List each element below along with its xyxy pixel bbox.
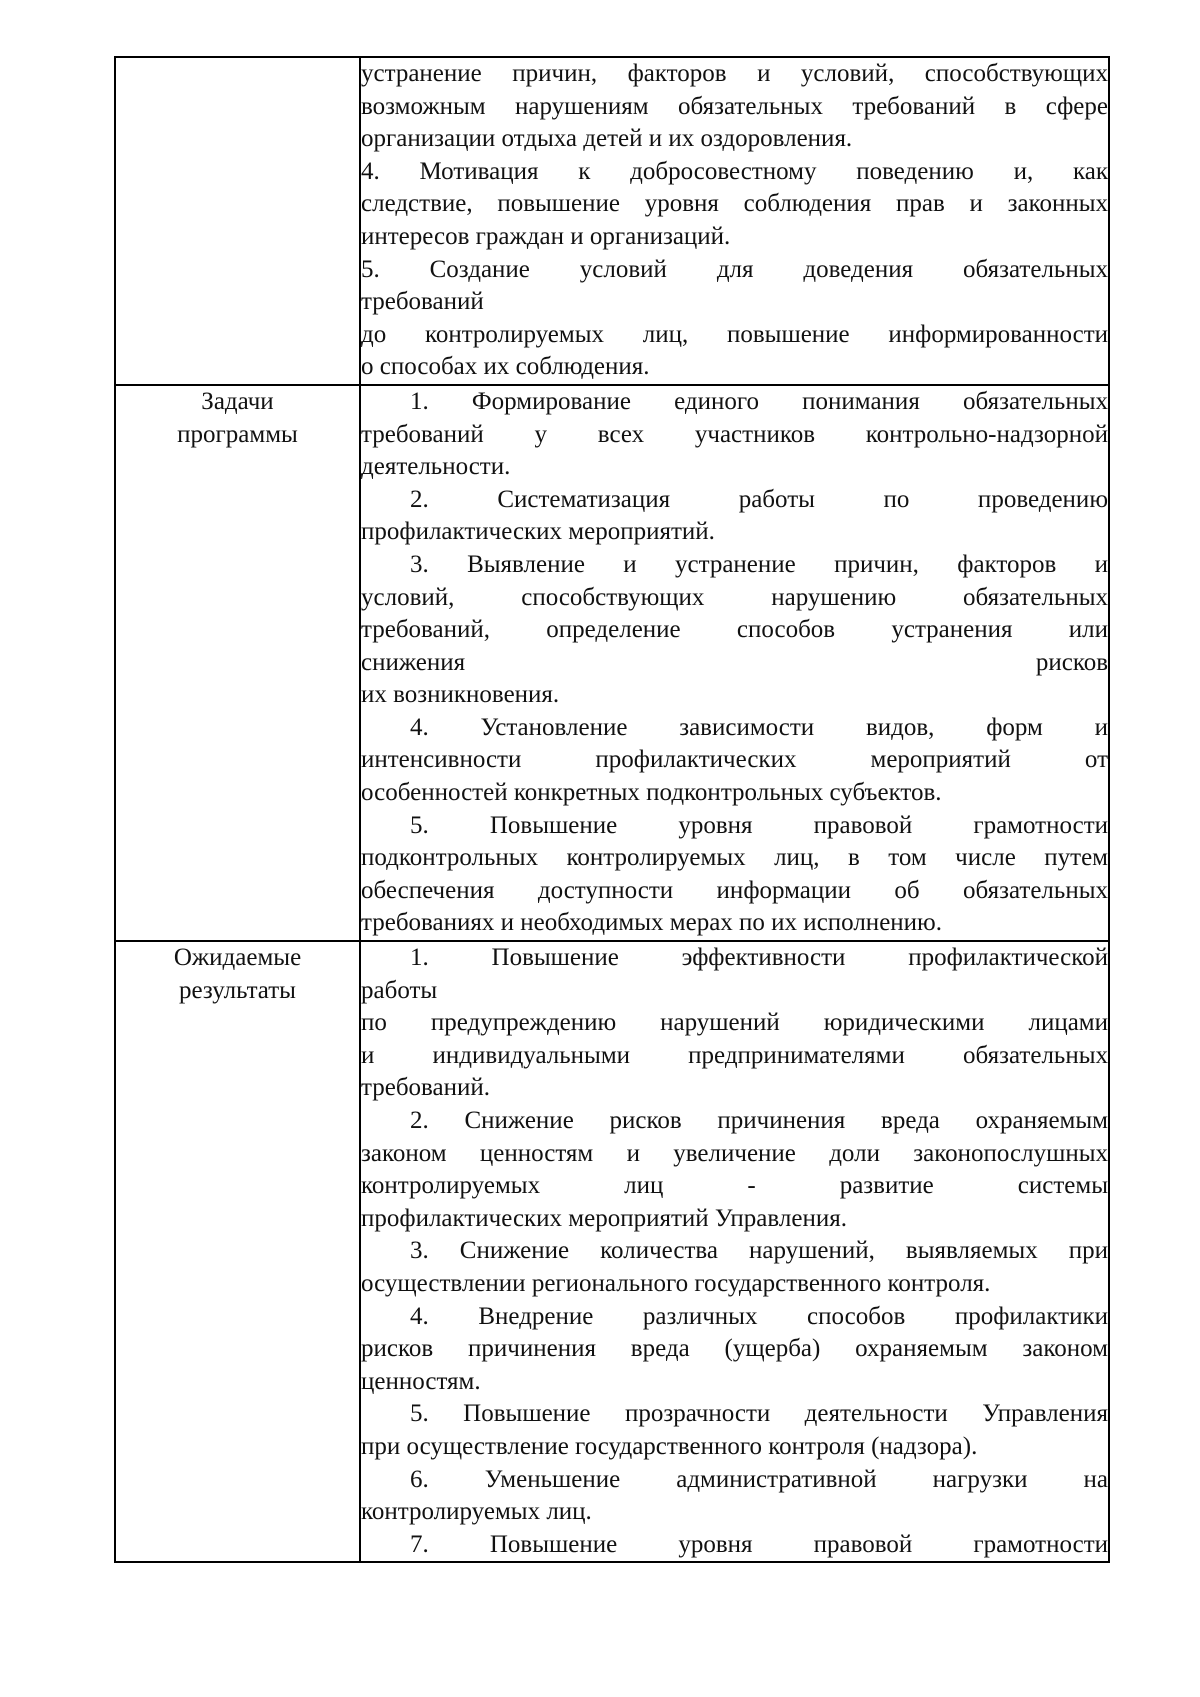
content-line: 5. Создание условий для доведения обязательных (361, 255, 1108, 283)
row-content-goals (360, 57, 1109, 385)
table-row-tasks (115, 385, 1109, 941)
content-line: возможным нарушениям обязательных требований в сфере (361, 92, 1108, 120)
row-label-line: Ожидаемые (173, 944, 302, 972)
content-line: профилактических мероприятий Управления. (361, 1204, 847, 1232)
row-label-line: результаты (179, 976, 296, 1004)
content-line: 5. Повышение уровня правовой грамотности (410, 811, 1108, 839)
content-line: особенностей конкретных подконтрольных субъектов. (361, 779, 942, 807)
row-label-line: программы (177, 420, 298, 448)
content-line: 6. Уменьшение административной нагрузки на (410, 1465, 1108, 1493)
table-row-goals-continued (115, 57, 1109, 385)
content-line: по предупреждению нарушений юридическими лицами (361, 1009, 1108, 1037)
content-line: законом ценностям и увеличение доли законопослушных (361, 1139, 1108, 1167)
content-line: 3. Снижение количества нарушений, выявляемых при (410, 1237, 1108, 1265)
content-line: интенсивности профилактических мероприятий от (361, 746, 1108, 774)
content-line: о способах их соблюдения. (361, 353, 650, 381)
content-line: устранение причин, факторов и условий, способствующих (361, 60, 1108, 87)
content-line: рисков причинения вреда (ущерба) охраняемым законом (361, 1335, 1108, 1363)
content-line: 1. Формирование единого понимания обязательных (410, 387, 1108, 415)
content-line: 2. Систематизация работы по проведению (410, 485, 1108, 513)
content-line: и индивидуальными предпринимателями обязательных (361, 1041, 1108, 1069)
content-line: 4. Мотивация к добросовестному поведению и, как (361, 157, 1108, 185)
content-line: интересов граждан и организаций. (361, 222, 731, 250)
content-line: снижения рисков (361, 648, 1108, 676)
content-line: подконтрольных контролируемых лиц, в том числе путем (361, 844, 1108, 872)
row-label-empty (115, 57, 360, 385)
content-line: требований, определение способов устранения или (361, 616, 1108, 644)
content-line: организации отдыха детей и их оздоровления. (361, 125, 853, 153)
content-line: 7. Повышение уровня правовой грамотности (410, 1530, 1108, 1558)
content-line: требованиях и необходимых мерах по их исполнению. (361, 909, 942, 937)
content-line: 3. Выявление и устранение причин, факторов и (410, 550, 1108, 578)
row-content-tasks (360, 385, 1109, 941)
program-table (114, 56, 1110, 1563)
content-line: 4. Установление зависимости видов, форм и (410, 713, 1108, 741)
content-line: обеспечения доступности информации об обязательных (361, 876, 1108, 904)
content-line: требований (361, 288, 484, 316)
content-line: 2. Снижение рисков причинения вреда охраняемым (410, 1107, 1108, 1134)
table-row-results (115, 941, 1109, 1562)
content-line: 1. Повышение эффективности профилактической (410, 944, 1108, 972)
content-line: их возникновения. (361, 681, 560, 709)
content-line: 4. Внедрение различных способов профилактики (410, 1302, 1108, 1330)
content-line: условий, способствующих нарушению обязательных (361, 583, 1108, 611)
row-label-results (115, 941, 360, 1562)
content-line: до контролируемых лиц, повышение информированности (361, 320, 1108, 348)
content-line: ценностям. (361, 1367, 481, 1395)
content-line: контролируемых лиц. (361, 1498, 592, 1526)
content-line: деятельности. (361, 453, 511, 481)
content-line: 5. Повышение прозрачности деятельности Управления (410, 1400, 1108, 1428)
row-label-tasks (115, 385, 360, 941)
content-line: работы (361, 976, 438, 1004)
content-line: профилактических мероприятий. (361, 518, 715, 546)
content-line: требований. (361, 1074, 491, 1102)
content-line: следствие, повышение уровня соблюдения прав и законных (361, 190, 1108, 218)
content-line: контролируемых лиц - развитие системы (361, 1172, 1108, 1200)
content-line: требований у всех участников контрольно-надзорной (361, 420, 1108, 448)
row-label-line: Задачи (201, 387, 274, 415)
content-line: осуществлении регионального государственного контроля. (361, 1269, 991, 1297)
row-content-results (360, 941, 1109, 1562)
content-line: при осуществление государственного контроля (надзора). (361, 1432, 978, 1460)
